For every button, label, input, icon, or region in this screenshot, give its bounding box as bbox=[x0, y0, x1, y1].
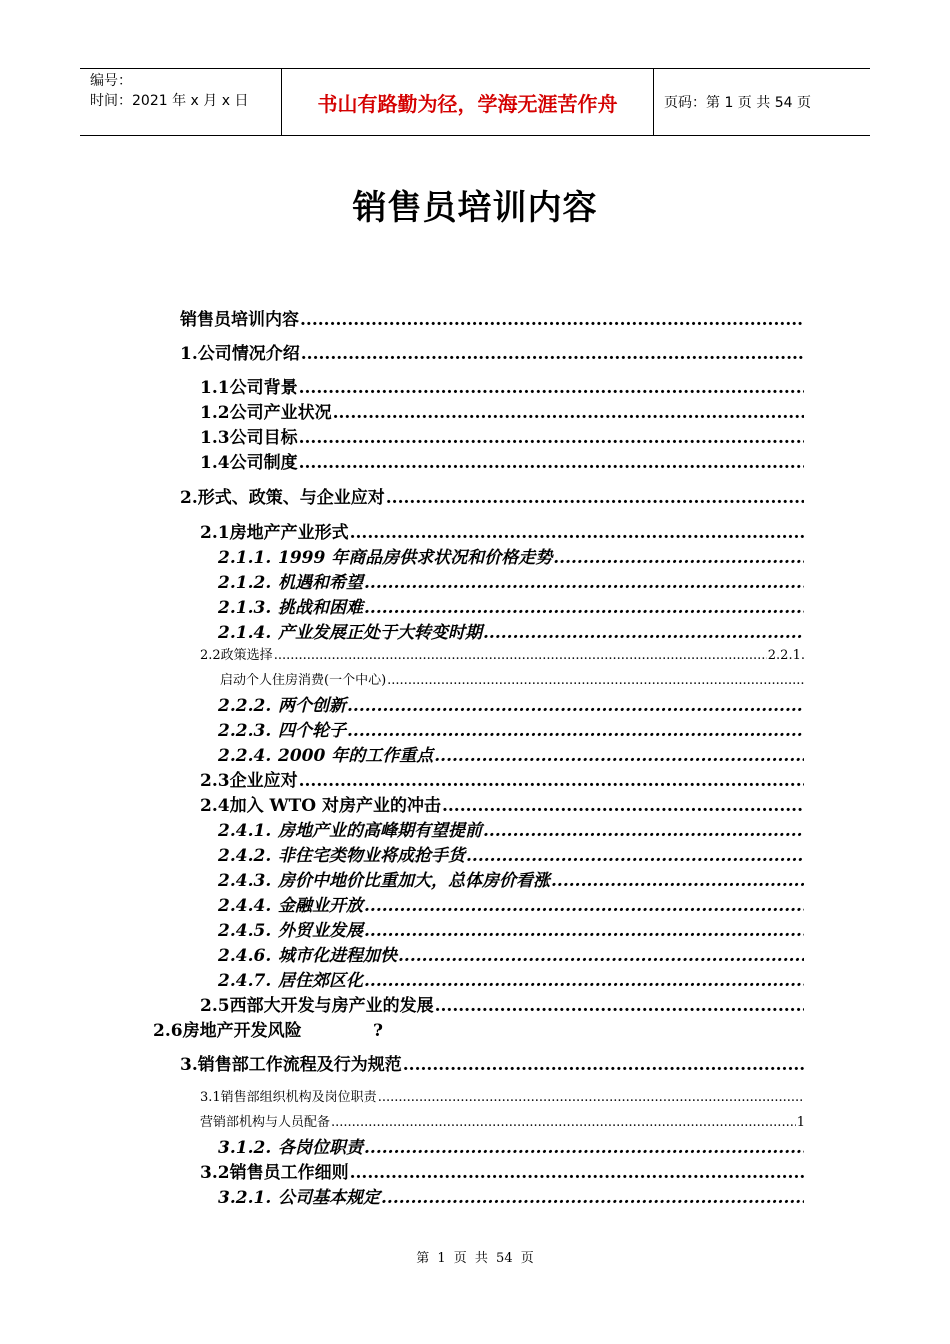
toc-entry[interactable]: 3.1.2. 各岗位职责 ..... bbox=[218, 1136, 805, 1160]
header-meta bbox=[80, 69, 282, 135]
toc-entry[interactable]: 2.2.4. 2000 年的工作重点 ..... bbox=[218, 744, 805, 768]
header-motto: 书山有路勤为径，学海无涯苦作舟 bbox=[282, 69, 654, 135]
toc-entry[interactable]: 2.4.4. 金融业开放 ..... bbox=[218, 894, 805, 918]
document-title: 销售员培训内容 bbox=[352, 188, 598, 228]
time-label: 时间：2021 年 x 月 x 日 bbox=[90, 93, 249, 109]
toc-entry[interactable]: 2.1.1. 1999 年商品房供求状况和价格走势 ..... bbox=[218, 546, 805, 570]
toc-entry[interactable]: 2.4.6. 城市化进程加快 ..... bbox=[218, 944, 805, 968]
toc-entry[interactable]: 1.1 公司背景 ..... bbox=[200, 376, 805, 400]
toc-entry[interactable]: 2.6 房地产开发风险 ? bbox=[153, 1021, 383, 1041]
toc-entry[interactable]: 3.2.1. 公司基本规定 ..... bbox=[218, 1186, 805, 1210]
toc-entry[interactable]: 2.4 加入 WTO 对房产业的冲击 ..... bbox=[200, 794, 805, 818]
toc-entry[interactable]: 启动个人住房消费(一个中心) ..... bbox=[220, 669, 805, 693]
toc-entry[interactable]: 2.4.7. 居住郊区化 ..... bbox=[218, 969, 805, 993]
toc-entry[interactable]: 2.2.3. 四个轮子 ..... bbox=[218, 719, 805, 743]
page-header bbox=[80, 68, 870, 136]
toc-entry[interactable]: 2.4.5. 外贸业发展 ..... bbox=[218, 919, 805, 943]
toc-entry[interactable]: 2.1.4. 产业发展正处于大转变时期 ..... bbox=[218, 621, 805, 645]
toc-entry[interactable]: 3. 销售部工作流程及行为规范 ..... bbox=[180, 1053, 805, 1077]
toc-entry[interactable]: 1.4 公司制度 ..... bbox=[200, 451, 805, 475]
toc-entry[interactable]: 2.2政策选择 ..... 2.2.1. bbox=[200, 644, 805, 668]
toc-entry[interactable]: 2. 形式、政策、与企业应对 ..... bbox=[180, 486, 805, 510]
toc-entry[interactable]: 2.1 房地产产业形式 ..... bbox=[200, 521, 805, 545]
toc-entry[interactable]: 1.2 公司产业状况 ..... bbox=[200, 401, 805, 425]
toc-entry[interactable]: 2.4.3. 房价中地价比重加大，总体房价看涨 ..... bbox=[218, 869, 805, 893]
toc-entry[interactable]: 2.3 企业应对 ..... bbox=[200, 769, 805, 793]
toc-entry[interactable]: 2.1.2. 机遇和希望 ..... bbox=[218, 571, 805, 595]
toc-entry[interactable]: 2.4.1. 房地产业的高峰期有望提前 ..... bbox=[218, 819, 805, 843]
toc-entry[interactable]: 2.2.2. 两个创新 ..... bbox=[218, 694, 805, 718]
toc-entry[interactable]: 1.3 公司目标 ..... bbox=[200, 426, 805, 450]
toc-entry[interactable]: 销售员培训内容 ..... bbox=[180, 308, 805, 332]
number-label: 编号： bbox=[90, 73, 132, 89]
toc-entry[interactable]: 3.2 销售员工作细则 ..... bbox=[200, 1161, 805, 1185]
toc-entry[interactable]: 1. 公司情况介绍 ..... bbox=[180, 342, 805, 366]
page-footer: 第 1 页 共 54 页 bbox=[416, 1251, 534, 1266]
toc-entry[interactable]: 营销部机构与人员配备 ..... 1 bbox=[200, 1111, 805, 1135]
toc-entry[interactable]: 2.5 西部大开发与房产业的发展 ..... bbox=[200, 994, 805, 1018]
toc-entry[interactable]: 2.4.2. 非住宅类物业将成抢手货 ..... bbox=[218, 844, 805, 868]
header-page-info: 页码：第 1 页 共 54 页 bbox=[664, 95, 811, 111]
toc-entry[interactable]: 2.1.3. 挑战和困难 ..... bbox=[218, 596, 805, 620]
toc-entry[interactable]: 3.1销售部组织机构及岗位职责 ..... bbox=[200, 1086, 805, 1110]
